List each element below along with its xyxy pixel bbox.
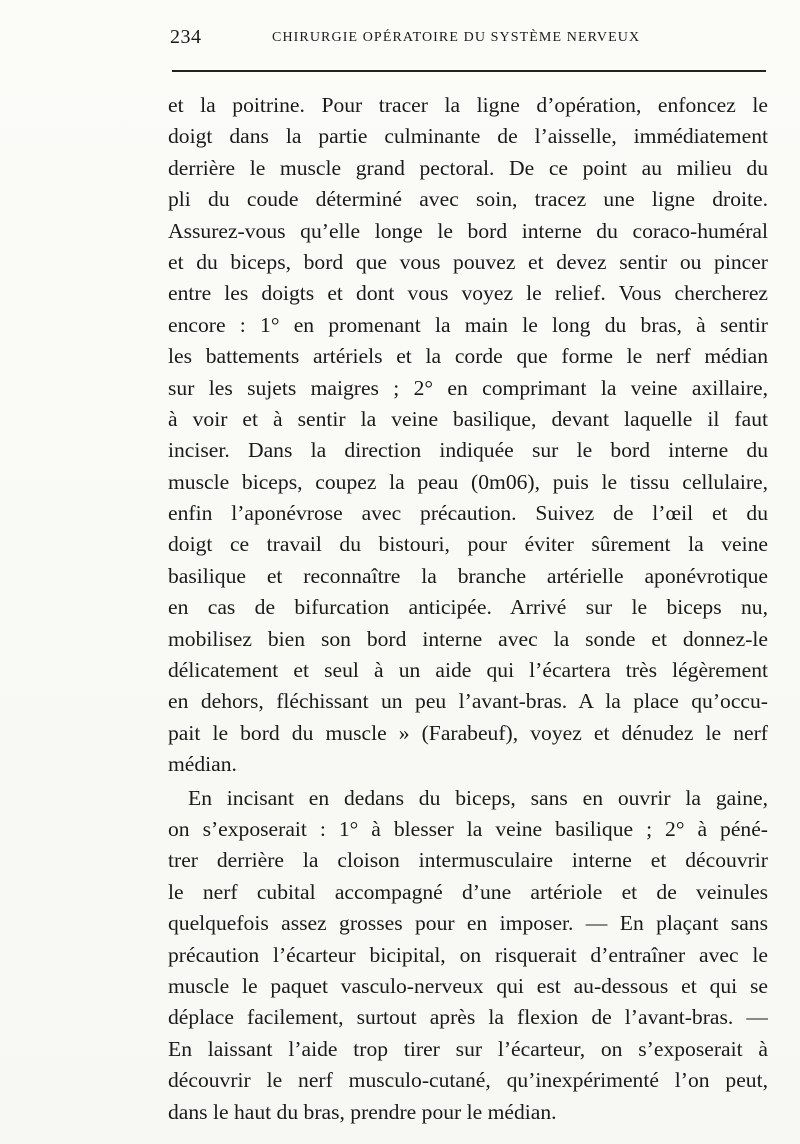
- text-line: muscle le paquet vasculo-nerveux qui est au-dessous et qui se: [168, 973, 768, 998]
- text-line: découvrir le nerf musculo-cutané, qu’inexpérimenté l’on peut,: [168, 1068, 768, 1093]
- text-line: quelquefois assez grosses pour en imposer. — En plaçant sans: [168, 911, 768, 936]
- text-line: En incisant en dedans du biceps, sans en ouvrir la gaine,: [188, 785, 768, 810]
- text-line: entre les doigts et dont vous voyez le relief. Vous chercherez: [168, 281, 768, 306]
- text-line: encore : 1° en promenant la main le long du bras, à sentir: [168, 312, 768, 337]
- running-head: CHIRURGIE OPÉRATOIRE DU SYSTÈME NERVEUX: [272, 30, 641, 45]
- text-line: déplace facilement, surtout après la flexion de l’avant-bras. —: [168, 1005, 768, 1030]
- text-line: doigt dans la partie culminante de l’aisselle, immédiatement: [168, 124, 768, 149]
- text-line: précaution l’écarteur bicipital, on risquerait d’entraîner avec le: [168, 942, 768, 967]
- text-line: derrière le muscle grand pectoral. De ce point au milieu du: [168, 155, 768, 180]
- paragraph-2: [168, 783, 768, 1128]
- text-line: les battements artériels et la corde que forme le nerf médian: [168, 344, 768, 369]
- text-line: dans le haut du bras, prendre pour le médian.: [168, 1099, 557, 1124]
- text-line: et du biceps, bord que vous pouvez et devez sentir ou pincer: [168, 249, 768, 274]
- text-line: sur les sujets maigres ; 2° en comprimant la veine axillaire,: [168, 375, 768, 400]
- text-line: en cas de bifurcation anticipée. Arrivé sur le biceps nu,: [168, 595, 768, 620]
- text-line: médian.: [168, 752, 237, 777]
- header-rule: [172, 70, 766, 72]
- text-line: muscle biceps, coupez la peau (0m06), puis le tissu cellulaire,: [168, 469, 768, 494]
- text-line: mobilisez bien son bord interne avec la sonde et donnez-le: [168, 626, 768, 651]
- text-line: le nerf cubital accompagné d’une artériole et de veinules: [168, 879, 768, 904]
- text-line: trer derrière la cloison intermusculaire interne et découvrir: [168, 848, 768, 873]
- text-line: Assurez-vous qu’elle longe le bord interne du coraco-huméral: [168, 218, 768, 243]
- text-line: pli du coude déterminé avec soin, tracez une ligne droite.: [168, 187, 768, 212]
- text-line: en dehors, fléchissant un peu l’avant-bras. A la place qu’occu-: [168, 689, 768, 714]
- text-line: inciser. Dans la direction indiquée sur le bord interne du: [168, 438, 768, 463]
- text-line: à voir et à sentir la veine basilique, devant laquelle il faut: [168, 406, 768, 431]
- text-line: pait le bord du muscle » (Farabeuf), voyez et dénudez le nerf: [168, 720, 768, 745]
- paragraph-1: [168, 90, 768, 781]
- text-line: En laissant l’aide trop tirer sur l’écarteur, on s’exposerait à: [168, 1036, 768, 1061]
- page-header: [170, 26, 766, 52]
- text-line: doigt ce travail du bistouri, pour éviter sûrement la veine: [168, 532, 768, 557]
- page-number: 234: [170, 26, 202, 48]
- text-line: et la poitrine. Pour tracer la ligne d’opération, enfoncez le: [168, 93, 768, 117]
- text-line: basilique et reconnaître la branche artérielle aponévrotique: [168, 563, 768, 588]
- text-line: délicatement et seul à un aide qui l’écartera très légèrement: [168, 658, 768, 683]
- text-line: on s’exposerait : 1° à blesser la veine basilique ; 2° à péné-: [168, 816, 768, 841]
- body-text: [168, 90, 768, 1128]
- text-line: enfin l’aponévrose avec précaution. Suivez de l’œil et du: [168, 501, 768, 526]
